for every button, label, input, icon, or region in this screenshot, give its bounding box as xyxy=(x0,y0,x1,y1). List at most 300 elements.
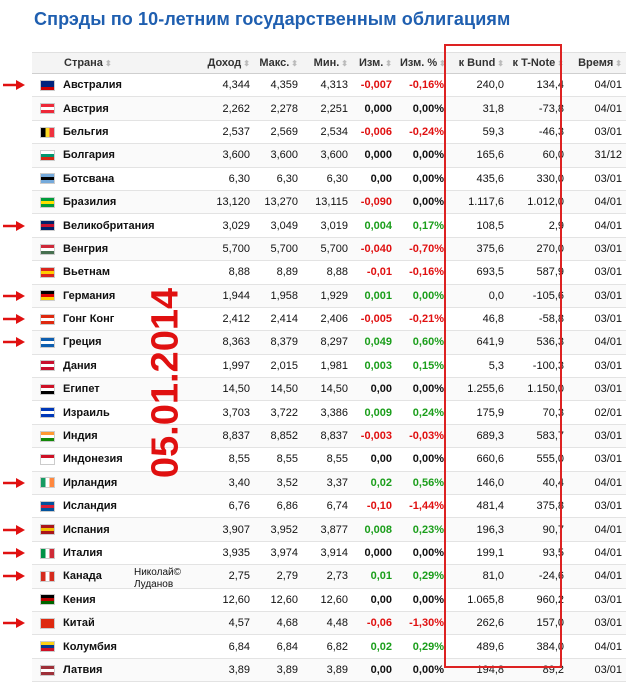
cell-low: 3,877 xyxy=(302,518,352,541)
cell-high: 14,50 xyxy=(254,378,302,401)
cell-bund: 5,3 xyxy=(448,354,508,377)
cell-chg-pct: 0,17% xyxy=(396,214,448,237)
cell-low: 2,251 xyxy=(302,97,352,120)
cell-tnote: 587,9 xyxy=(508,261,568,284)
cell-time: 03/01 xyxy=(568,167,626,190)
cell-time: 04/01 xyxy=(568,635,626,658)
cell-time: 03/01 xyxy=(568,261,626,284)
cell-time: 04/01 xyxy=(568,565,626,588)
cell-yield: 14,50 xyxy=(202,378,254,401)
table-row[interactable] xyxy=(32,307,626,330)
cell-time: 03/01 xyxy=(568,424,626,447)
cell-chg-pct: -1,30% xyxy=(396,611,448,634)
table-row[interactable] xyxy=(32,448,626,471)
cell-time: 04/01 xyxy=(568,541,626,564)
cell-time: 04/01 xyxy=(568,97,626,120)
cell-chg-pct: 0,00% xyxy=(396,97,448,120)
country-flag-icon xyxy=(40,641,55,652)
country-name[interactable]: Вьетнам xyxy=(63,266,110,279)
country-flag-icon xyxy=(40,384,55,395)
country-name[interactable]: Индия xyxy=(63,430,98,443)
cell-bund: 641,9 xyxy=(448,331,508,354)
cell-yield: 3,029 xyxy=(202,214,254,237)
country-flag-icon xyxy=(40,220,55,231)
cell-low: 3,019 xyxy=(302,214,352,237)
cell-low: 14,50 xyxy=(302,378,352,401)
table-row[interactable] xyxy=(32,190,626,213)
cell-chg: 0,008 xyxy=(352,518,396,541)
country-name[interactable]: Испания xyxy=(63,523,110,536)
date-annotation: 05.01.2014 xyxy=(144,287,187,479)
cell-yield: 8,55 xyxy=(202,448,254,471)
table-row[interactable] xyxy=(32,658,626,681)
cell-low: 12,60 xyxy=(302,588,352,611)
country-flag-icon xyxy=(40,290,55,301)
cell-chg-pct: 0,00% xyxy=(396,190,448,213)
cell-high: 1,958 xyxy=(254,284,302,307)
table-row[interactable] xyxy=(32,471,626,494)
country-name[interactable]: Австралия xyxy=(63,79,122,92)
cell-yield: 6,76 xyxy=(202,495,254,518)
cell-bund: 194,8 xyxy=(448,658,508,681)
cell-time: 03/01 xyxy=(568,611,626,634)
cell-low: 8,837 xyxy=(302,424,352,447)
cell-low: 3,37 xyxy=(302,471,352,494)
cell-bund: 165,6 xyxy=(448,144,508,167)
cell-bund: 1.255,6 xyxy=(448,378,508,401)
country-name[interactable]: Италия xyxy=(63,547,103,559)
cell-high: 3,049 xyxy=(254,214,302,237)
cell-time: 04/01 xyxy=(568,331,626,354)
table-row[interactable] xyxy=(32,214,626,237)
cell-time: 03/01 xyxy=(568,658,626,681)
country-flag-icon xyxy=(40,454,55,465)
cell-high: 5,700 xyxy=(254,237,302,260)
country-flag-icon xyxy=(40,524,55,535)
cell-high: 2,79 xyxy=(254,565,302,588)
cell-time: 04/01 xyxy=(568,214,626,237)
red-arrow-icon xyxy=(3,478,25,488)
sort-icon: ⬍ xyxy=(291,59,298,68)
country-name[interactable]: Австрия xyxy=(63,102,109,115)
cell-chg: -0,090 xyxy=(352,190,396,213)
cell-chg: -0,01 xyxy=(352,261,396,284)
cell-high: 3,600 xyxy=(254,144,302,167)
country-flag-icon xyxy=(40,150,55,161)
column-header-country[interactable]: Страна ⬍ xyxy=(32,53,202,74)
cell-yield: 2,75 xyxy=(202,565,254,588)
cell-chg-pct: 0,00% xyxy=(396,448,448,471)
country-flag-icon xyxy=(40,127,55,138)
cell-chg: 0,000 xyxy=(352,144,396,167)
country-flag-icon xyxy=(40,103,55,114)
cell-yield: 3,600 xyxy=(202,144,254,167)
cell-high: 3,89 xyxy=(254,658,302,681)
table-row[interactable] xyxy=(32,120,626,143)
cell-time: 31/12 xyxy=(568,144,626,167)
cell-low: 3,914 xyxy=(302,541,352,564)
country-name[interactable]: Гонг Конг xyxy=(63,313,115,326)
country-name[interactable]: Канада xyxy=(63,570,102,583)
cell-chg: -0,006 xyxy=(352,120,396,143)
cell-low: 6,74 xyxy=(302,495,352,518)
cell-high: 4,359 xyxy=(254,74,302,97)
cell-chg: 0,02 xyxy=(352,635,396,658)
cell-tnote: 40,4 xyxy=(508,471,568,494)
cell-yield: 2,412 xyxy=(202,307,254,330)
cell-tnote: 536,3 xyxy=(508,331,568,354)
sort-icon: ⬍ xyxy=(439,59,446,68)
cell-low: 8,55 xyxy=(302,448,352,471)
column-header-time[interactable]: Время ⬍ xyxy=(568,53,626,74)
cell-time: 03/01 xyxy=(568,237,626,260)
country-flag-icon xyxy=(40,360,55,371)
country-flag-icon xyxy=(40,80,55,91)
table-row[interactable] xyxy=(32,401,626,424)
cell-chg: 0,000 xyxy=(352,97,396,120)
cell-low: 8,88 xyxy=(302,261,352,284)
column-header-change-pct[interactable]: Изм. % ⬍ xyxy=(396,53,448,74)
cell-low: 6,82 xyxy=(302,635,352,658)
cell-bund: 196,3 xyxy=(448,518,508,541)
cell-bund: 240,0 xyxy=(448,74,508,97)
cell-chg: -0,10 xyxy=(352,495,396,518)
cell-chg-pct: 0,00% xyxy=(396,541,448,564)
country-flag-icon xyxy=(40,244,55,255)
cell-tnote: 1.150,0 xyxy=(508,378,568,401)
country-name[interactable]: Бразилия xyxy=(63,196,117,209)
sort-icon: ⬍ xyxy=(615,59,622,68)
country-name[interactable]: Египет xyxy=(63,383,100,396)
cell-chg-pct: -0,16% xyxy=(396,74,448,97)
sort-icon: ⬍ xyxy=(557,59,564,68)
cell-time: 03/01 xyxy=(568,448,626,471)
cell-yield: 6,84 xyxy=(202,635,254,658)
table-header xyxy=(32,53,626,74)
cell-time: 03/01 xyxy=(568,378,626,401)
cell-chg: 0,001 xyxy=(352,284,396,307)
cell-yield: 8,837 xyxy=(202,424,254,447)
cell-high: 8,89 xyxy=(254,261,302,284)
cell-low: 1,981 xyxy=(302,354,352,377)
table-row[interactable] xyxy=(32,331,626,354)
red-arrow-icon xyxy=(3,314,25,324)
cell-bund: 0,0 xyxy=(448,284,508,307)
cell-chg: -0,040 xyxy=(352,237,396,260)
sort-icon: ⬍ xyxy=(341,59,348,68)
country-name[interactable]: Латвия xyxy=(63,663,103,676)
sort-icon: ⬍ xyxy=(385,59,392,68)
cell-chg-pct: -0,70% xyxy=(396,237,448,260)
cell-chg: -0,005 xyxy=(352,307,396,330)
cell-tnote: 93,5 xyxy=(508,541,568,564)
country-flag-icon xyxy=(40,594,55,605)
cell-bund: 199,1 xyxy=(448,541,508,564)
table-row[interactable] xyxy=(32,167,626,190)
table-row[interactable] xyxy=(32,284,626,307)
cell-high: 6,30 xyxy=(254,167,302,190)
country-flag-icon xyxy=(40,665,55,676)
red-arrow-icon xyxy=(3,548,25,558)
cell-chg: -0,06 xyxy=(352,611,396,634)
cell-high: 8,55 xyxy=(254,448,302,471)
cell-bund: 46,8 xyxy=(448,307,508,330)
cell-time: 04/01 xyxy=(568,471,626,494)
cell-tnote: 157,0 xyxy=(508,611,568,634)
cell-high: 2,414 xyxy=(254,307,302,330)
sort-icon: ⬍ xyxy=(243,59,250,68)
country-name[interactable]: Китай xyxy=(63,617,95,630)
page-title: Спрэды по 10-летним государственным облигациям xyxy=(34,9,511,29)
cell-bund: 1.117,6 xyxy=(448,190,508,213)
cell-high: 3,974 xyxy=(254,541,302,564)
cell-low: 13,115 xyxy=(302,190,352,213)
country-name[interactable]: Колумбия xyxy=(63,640,117,653)
cell-bund: 489,6 xyxy=(448,635,508,658)
cell-yield: 5,700 xyxy=(202,237,254,260)
cell-yield: 1,997 xyxy=(202,354,254,377)
cell-chg: 0,000 xyxy=(352,541,396,564)
author-signature: Николай© Луданов xyxy=(134,567,181,590)
cell-chg-pct: -0,03% xyxy=(396,424,448,447)
table-row[interactable] xyxy=(32,541,626,564)
cell-low: 1,929 xyxy=(302,284,352,307)
cell-tnote: 89,2 xyxy=(508,658,568,681)
cell-low: 6,30 xyxy=(302,167,352,190)
cell-high: 12,60 xyxy=(254,588,302,611)
cell-high: 3,722 xyxy=(254,401,302,424)
cell-low: 8,297 xyxy=(302,331,352,354)
cell-high: 3,952 xyxy=(254,518,302,541)
cell-high: 2,278 xyxy=(254,97,302,120)
cell-chg-pct: 0,00% xyxy=(396,284,448,307)
table-row[interactable] xyxy=(32,424,626,447)
cell-chg: 0,02 xyxy=(352,471,396,494)
table-row[interactable] xyxy=(32,97,626,120)
cell-tnote: 555,0 xyxy=(508,448,568,471)
cell-tnote: -24,6 xyxy=(508,565,568,588)
cell-low: 5,700 xyxy=(302,237,352,260)
cell-chg-pct: 0,00% xyxy=(396,144,448,167)
cell-tnote: 70,3 xyxy=(508,401,568,424)
cell-yield: 3,907 xyxy=(202,518,254,541)
cell-chg-pct: 0,00% xyxy=(396,167,448,190)
red-arrow-icon xyxy=(3,618,25,628)
table-row[interactable] xyxy=(32,261,626,284)
red-arrow-icon xyxy=(3,525,25,535)
cell-tnote: 60,0 xyxy=(508,144,568,167)
cell-time: 04/01 xyxy=(568,518,626,541)
cell-chg: 0,003 xyxy=(352,354,396,377)
sort-icon: ⬍ xyxy=(497,59,504,68)
country-flag-icon xyxy=(40,571,55,582)
cell-yield: 8,88 xyxy=(202,261,254,284)
cell-bund: 31,8 xyxy=(448,97,508,120)
cell-low: 3,89 xyxy=(302,658,352,681)
cell-chg: 0,00 xyxy=(352,167,396,190)
cell-yield: 3,703 xyxy=(202,401,254,424)
cell-low: 2,534 xyxy=(302,120,352,143)
cell-chg-pct: -0,24% xyxy=(396,120,448,143)
table-row[interactable] xyxy=(32,237,626,260)
column-header-change[interactable]: Изм. ⬍ xyxy=(352,53,396,74)
cell-tnote: -73,8 xyxy=(508,97,568,120)
cell-yield: 13,120 xyxy=(202,190,254,213)
cell-time: 02/01 xyxy=(568,401,626,424)
cell-chg: 0,004 xyxy=(352,214,396,237)
red-arrow-icon xyxy=(3,571,25,581)
cell-bund: 660,6 xyxy=(448,448,508,471)
cell-chg-pct: 0,00% xyxy=(396,658,448,681)
cell-bund: 435,6 xyxy=(448,167,508,190)
country-name[interactable]: Болгария xyxy=(63,149,115,162)
cell-chg: 0,009 xyxy=(352,401,396,424)
table-row[interactable] xyxy=(32,378,626,401)
cell-yield: 3,89 xyxy=(202,658,254,681)
cell-yield: 4,344 xyxy=(202,74,254,97)
cell-time: 03/01 xyxy=(568,120,626,143)
cell-low: 4,313 xyxy=(302,74,352,97)
country-name[interactable]: Израиль xyxy=(63,406,110,419)
table-row[interactable] xyxy=(32,635,626,658)
cell-chg-pct: -0,16% xyxy=(396,261,448,284)
cell-tnote: 384,0 xyxy=(508,635,568,658)
cell-chg-pct: 0,00% xyxy=(396,378,448,401)
cell-yield: 12,60 xyxy=(202,588,254,611)
country-name[interactable]: Венгрия xyxy=(63,242,109,255)
column-header-tnote[interactable]: к T-Note ⬍ xyxy=(508,53,568,74)
cell-chg-pct: 0,24% xyxy=(396,401,448,424)
cell-chg-pct: 0,60% xyxy=(396,331,448,354)
column-header-low[interactable]: Мин. ⬍ xyxy=(302,53,352,74)
cell-high: 8,379 xyxy=(254,331,302,354)
cell-high: 4,68 xyxy=(254,611,302,634)
sort-icon: ⬍ xyxy=(104,59,112,68)
red-arrow-icon xyxy=(3,80,25,90)
cell-chg-pct: -0,21% xyxy=(396,307,448,330)
cell-high: 13,270 xyxy=(254,190,302,213)
country-flag-icon xyxy=(40,173,55,184)
cell-yield: 2,262 xyxy=(202,97,254,120)
cell-tnote: 2,9 xyxy=(508,214,568,237)
cell-yield: 1,944 xyxy=(202,284,254,307)
cell-tnote: 90,7 xyxy=(508,518,568,541)
cell-tnote: 375,8 xyxy=(508,495,568,518)
country-name[interactable]: Греция xyxy=(63,336,102,349)
cell-tnote: -105,6 xyxy=(508,284,568,307)
cell-time: 03/01 xyxy=(568,495,626,518)
country-name[interactable]: Дания xyxy=(63,359,97,372)
cell-chg-pct: 0,15% xyxy=(396,354,448,377)
red-arrow-icon xyxy=(3,291,25,301)
table-row[interactable] xyxy=(32,518,626,541)
country-flag-icon xyxy=(40,407,55,418)
cell-bund: 693,5 xyxy=(448,261,508,284)
country-flag-icon xyxy=(40,477,55,488)
country-name[interactable]: Бельгия xyxy=(63,125,109,138)
column-header-bund[interactable]: к Bund ⬍ xyxy=(448,53,508,74)
cell-tnote: 330,0 xyxy=(508,167,568,190)
cell-tnote: -58,8 xyxy=(508,307,568,330)
cell-chg: 0,00 xyxy=(352,658,396,681)
cell-low: 3,600 xyxy=(302,144,352,167)
cell-chg: 0,049 xyxy=(352,331,396,354)
country-name[interactable]: Германия xyxy=(63,289,116,302)
country-name[interactable]: Ботсвана xyxy=(63,172,115,185)
cell-low: 4,48 xyxy=(302,611,352,634)
country-flag-icon xyxy=(40,431,55,442)
cell-low: 3,386 xyxy=(302,401,352,424)
cell-low: 2,73 xyxy=(302,565,352,588)
cell-bund: 262,6 xyxy=(448,611,508,634)
country-flag-icon xyxy=(40,267,55,278)
country-name[interactable]: Великобритания xyxy=(63,219,155,232)
cell-time: 03/01 xyxy=(568,588,626,611)
spreads-table xyxy=(32,52,626,682)
cell-bund: 375,6 xyxy=(448,237,508,260)
cell-bund: 59,3 xyxy=(448,120,508,143)
cell-yield: 6,30 xyxy=(202,167,254,190)
table-row[interactable] xyxy=(32,354,626,377)
cell-tnote: 960,2 xyxy=(508,588,568,611)
cell-time: 04/01 xyxy=(568,190,626,213)
country-flag-icon xyxy=(40,548,55,559)
column-header-high[interactable]: Макс. ⬍ xyxy=(254,53,302,74)
cell-high: 6,86 xyxy=(254,495,302,518)
cell-yield: 4,57 xyxy=(202,611,254,634)
table-row[interactable] xyxy=(32,611,626,634)
country-name[interactable]: Кения xyxy=(63,593,96,606)
cell-yield: 8,363 xyxy=(202,331,254,354)
cell-chg-pct: 0,00% xyxy=(396,588,448,611)
cell-low: 2,406 xyxy=(302,307,352,330)
cell-high: 8,852 xyxy=(254,424,302,447)
country-flag-icon xyxy=(40,337,55,348)
country-flag-icon xyxy=(40,314,55,325)
cell-chg: 0,00 xyxy=(352,378,396,401)
table-row[interactable] xyxy=(32,565,626,588)
country-flag-icon xyxy=(40,197,55,208)
cell-yield: 3,935 xyxy=(202,541,254,564)
cell-high: 2,015 xyxy=(254,354,302,377)
cell-time: 03/01 xyxy=(568,307,626,330)
cell-tnote: 270,0 xyxy=(508,237,568,260)
cell-chg-pct: 0,29% xyxy=(396,565,448,588)
country-name[interactable]: Исландия xyxy=(63,500,117,513)
cell-bund: 481,4 xyxy=(448,495,508,518)
table-row[interactable] xyxy=(32,144,626,167)
column-header-yield[interactable]: Доход ⬍ xyxy=(202,53,254,74)
table-row[interactable] xyxy=(32,74,626,97)
cell-high: 6,84 xyxy=(254,635,302,658)
cell-chg-pct: 0,23% xyxy=(396,518,448,541)
country-name[interactable]: Индонезия xyxy=(63,453,123,466)
cell-bund: 1.065,8 xyxy=(448,588,508,611)
table-row[interactable] xyxy=(32,495,626,518)
cell-chg: 0,01 xyxy=(352,565,396,588)
country-flag-icon xyxy=(40,501,55,512)
country-name[interactable]: Ирландия xyxy=(63,476,118,489)
cell-tnote: -100,3 xyxy=(508,354,568,377)
cell-bund: 108,5 xyxy=(448,214,508,237)
red-arrow-icon xyxy=(3,337,25,347)
cell-chg: 0,00 xyxy=(352,588,396,611)
cell-high: 3,52 xyxy=(254,471,302,494)
cell-chg: -0,007 xyxy=(352,74,396,97)
cell-time: 03/01 xyxy=(568,354,626,377)
table-row[interactable] xyxy=(32,588,626,611)
cell-bund: 689,3 xyxy=(448,424,508,447)
